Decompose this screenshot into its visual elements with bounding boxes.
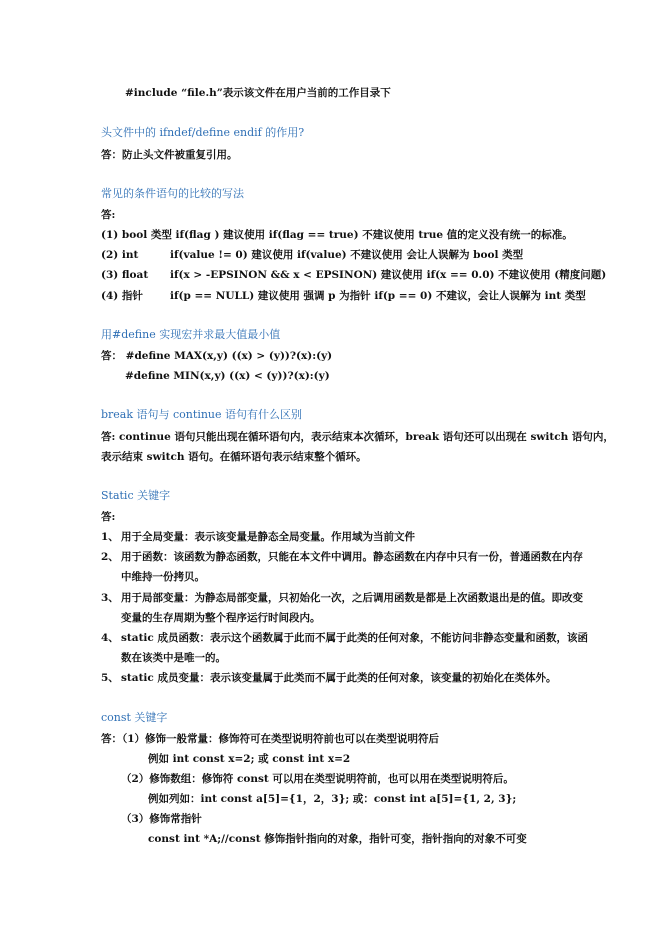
const-item-1-example: 例如 int const x=2; 或 const int x=2: [148, 753, 351, 765]
const-item-3: （3）修饰常指针: [121, 813, 202, 825]
define-min: #define MIN(x,y) ((x) < (y))?(x):(y): [125, 370, 330, 382]
static-item-1: 用于全局变量：表示该变量是静态全局变量。作用域为当前文件: [121, 531, 415, 543]
static-item-2-line1: 用于函数：该函数为静态函数，只能在本文件中调用。静态函数在内存中只有一份，普通函数在内存: [121, 551, 583, 563]
condition-row-bool: (1) bool 类型 if(flag ) 建议使用 if(flag == true) 不建议使用 true 值的定义没有统一的标准。: [101, 229, 573, 241]
section-heading-const: const 关键字: [101, 711, 168, 724]
answer-label-static: 答:: [101, 511, 116, 523]
condition-row-float-text: if(x > -EPSINON && x < EPSINON) 建议使用 if(x == 0.0) 不建议使用 (精度问题): [170, 269, 607, 281]
section-heading-ifndef: 头文件中的 ifndef/define endif 的作用?: [101, 126, 305, 139]
answer-ifndef: 答：防止头文件被重复引用。: [101, 149, 238, 161]
static-item-3-line2: 变量的生存周期为整个程序运行时间段内。: [121, 612, 321, 624]
define-max: 答： #define MAX(x,y) ((x) > (y))?(x):(y): [101, 350, 333, 362]
section-heading-define: 用#define 实现宏并求最大值最小值: [101, 328, 281, 341]
answer-break-line2: 表示结束 switch 语句。在循环语句表示结束整个循环。: [101, 451, 367, 463]
condition-row-int-text: if(value != 0) 建议使用 if(value) 不建议使用 会让人误解为 bool 类型: [170, 249, 524, 261]
static-item-1-number: 1、: [101, 531, 119, 543]
static-item-3-line1: 用于局部变量：为静态局部变量，只初始化一次，之后调用函数是都是上次函数退出是的值。即改变: [121, 592, 583, 604]
const-item-2: （2）修饰数组：修饰符 const 可以用在类型说明符前，也可以用在类型说明符后。: [121, 773, 514, 785]
answer-break-line1: 答: continue 语句只能出现在循环语句内，表示结束本次循环，break 语句还可以出现在 switch 语句内，: [101, 431, 614, 443]
static-item-3-number: 3、: [101, 592, 119, 604]
section-heading-conditions: 常见的条件语句的比较的写法: [101, 187, 244, 200]
answer-label-conditions: 答:: [101, 209, 116, 221]
const-item-3-example: const int *A;//const 修饰指针指向的对象，指针可变，指针指向的对象不可变: [148, 833, 527, 845]
condition-row-pointer-label: (4) 指针: [101, 290, 143, 302]
condition-row-float-label: (3) float: [101, 269, 149, 281]
section-heading-break-continue: break 语句与 continue 语句有什么区别: [101, 408, 303, 421]
static-item-2-number: 2、: [101, 551, 119, 563]
static-item-4-number: 4、: [101, 632, 119, 644]
static-item-2-line2: 中维持一份拷贝。: [121, 571, 205, 583]
static-item-4-line1: static 成员函数：表示这个函数属于此而不属于此类的任何对象，不能访问非静态变量和函数，该函: [121, 632, 588, 644]
const-item-1: 答：（1）修饰一般常量：修饰符可在类型说明符前也可以在类型说明符后: [101, 733, 440, 745]
condition-row-int-label: (2) int: [101, 249, 139, 261]
include-note: #include “file.h”表示该文件在用户当前的工作目录下: [125, 87, 391, 99]
static-item-5: static 成员变量：表示该变量属于此类而不属于此类的任何对象，该变量的初始化在类体外。: [121, 672, 557, 684]
const-item-2-example: 例如列如：int const a[5]={1，2，3}; 或：const int a[5]={1, 2, 3};: [148, 793, 517, 805]
condition-row-pointer-text: if(p == NULL) 建议使用 强调 p 为指针 if(p == 0) 不建议，会让人误解为 int 类型: [170, 290, 586, 302]
section-heading-static: Static 关键字: [101, 489, 171, 502]
static-item-5-number: 5、: [101, 672, 119, 684]
static-item-4-line2: 数在该类中是唯一的。: [121, 652, 226, 664]
